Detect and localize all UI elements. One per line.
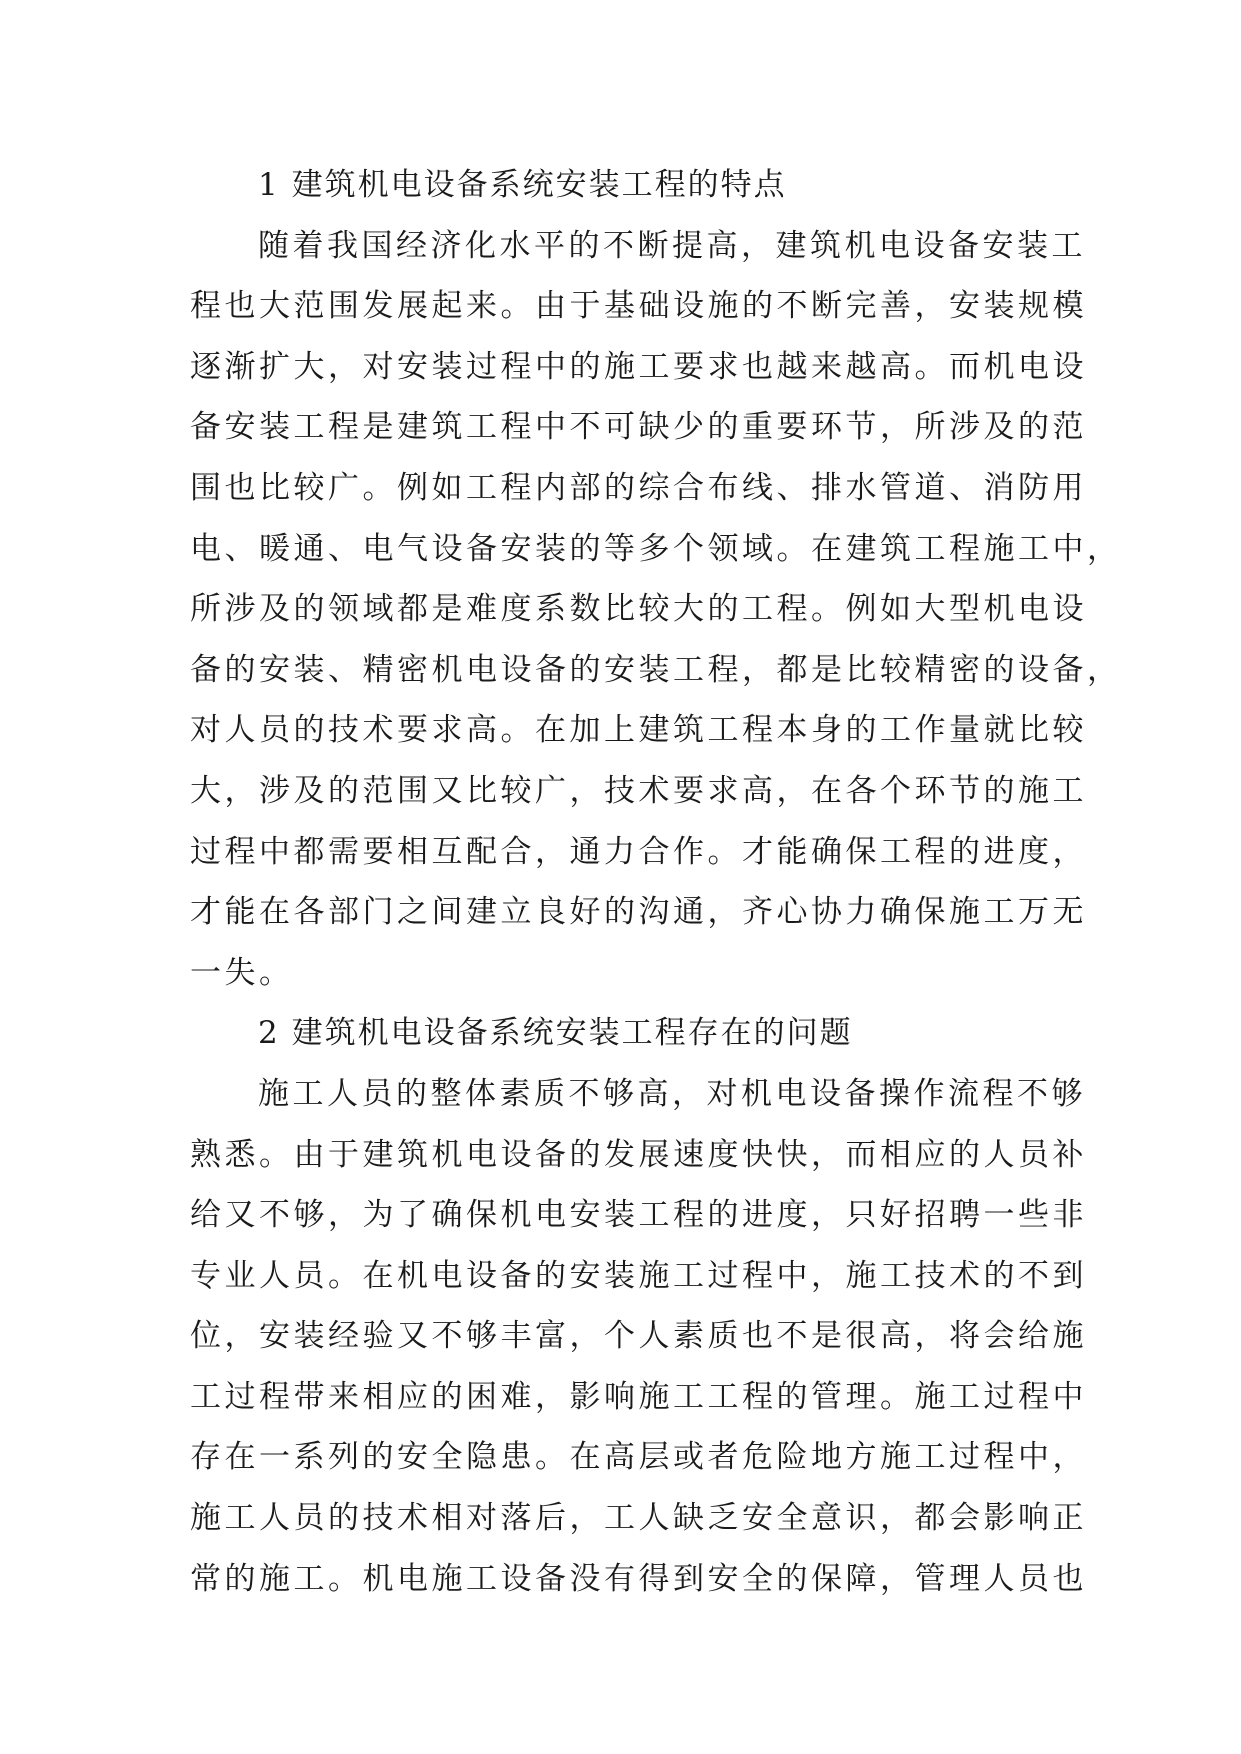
text-line: 围也比较广。例如工程内部的综合布线、排水管道、消防用 <box>190 469 1087 506</box>
section-heading <box>190 1003 1052 1064</box>
document-body <box>190 155 1122 1609</box>
text-line: 施工人员的整体素质不够高，对机电设备操作流程不够 <box>258 1075 1086 1112</box>
text-line: 随着我国经济化水平的不断提高，建筑机电设备安装工 <box>258 227 1086 264</box>
text-line: 施工人员的技术相对落后，工人缺乏安全意识，都会影响正 <box>190 1500 1087 1537</box>
text-line: 给又不够，为了确保机电安装工程的进度，只好招聘一些非 <box>190 1197 1087 1234</box>
text-line: 才能在各部门之间建立良好的沟通，齐心协力确保施工万无 <box>190 894 1087 931</box>
paragraph <box>190 216 1122 1004</box>
text-line: 存在一系列的安全隐患。在高层或者危险地方施工过程中， <box>190 1439 1087 1476</box>
text-line: 大，涉及的范围又比较广，技术要求高，在各个环节的施工 <box>190 772 1087 809</box>
text-line: 位，安装经验又不够丰富，个人素质也不是很高，将会给施 <box>190 1318 1087 1355</box>
text-line: 逐渐扩大，对安装过程中的施工要求也越来越高。而机电设 <box>190 348 1087 385</box>
text-line: 工过程带来相应的困难，影响施工工程的管理。施工过程中 <box>190 1378 1087 1415</box>
text-line: 常的施工。机电施工设备没有得到安全的保障，管理人员也 <box>190 1560 1087 1597</box>
heading-text: 2 建筑机电设备系统安装工程存在的问题 <box>258 1015 853 1052</box>
text-line: 备安装工程是建筑工程中不可缺少的重要环节，所涉及的范 <box>190 409 1087 446</box>
text-line: 熟悉。由于建筑机电设备的发展速度快快，而相应的人员补 <box>190 1136 1087 1173</box>
section-heading <box>190 155 1052 216</box>
paragraph <box>190 1064 1087 1609</box>
text-line: 所涉及的领域都是难度系数比较大的工程。例如大型机电设 <box>190 591 1087 628</box>
text-line: 电、暖通、电气设备安装的等多个领域。在建筑工程施工中， <box>190 530 1122 567</box>
text-line: 一失。 <box>190 954 294 991</box>
text-line: 备的安装、精密机电设备的安装工程，都是比较精密的设备， <box>190 651 1122 688</box>
text-line: 程也大范围发展起来。由于基础设施的不断完善，安装规模 <box>190 288 1087 325</box>
text-line: 专业人员。在机电设备的安装施工过程中，施工技术的不到 <box>190 1257 1087 1294</box>
heading-text: 1 建筑机电设备系统安装工程的特点 <box>258 167 787 203</box>
section-2 <box>190 1003 1087 1609</box>
text-line: 对人员的技术要求高。在加上建筑工程本身的工作量就比较 <box>190 712 1087 749</box>
section-1 <box>190 155 1122 1003</box>
text-line: 过程中都需要相互配合，通力合作。才能确保工程的进度， <box>190 833 1087 870</box>
